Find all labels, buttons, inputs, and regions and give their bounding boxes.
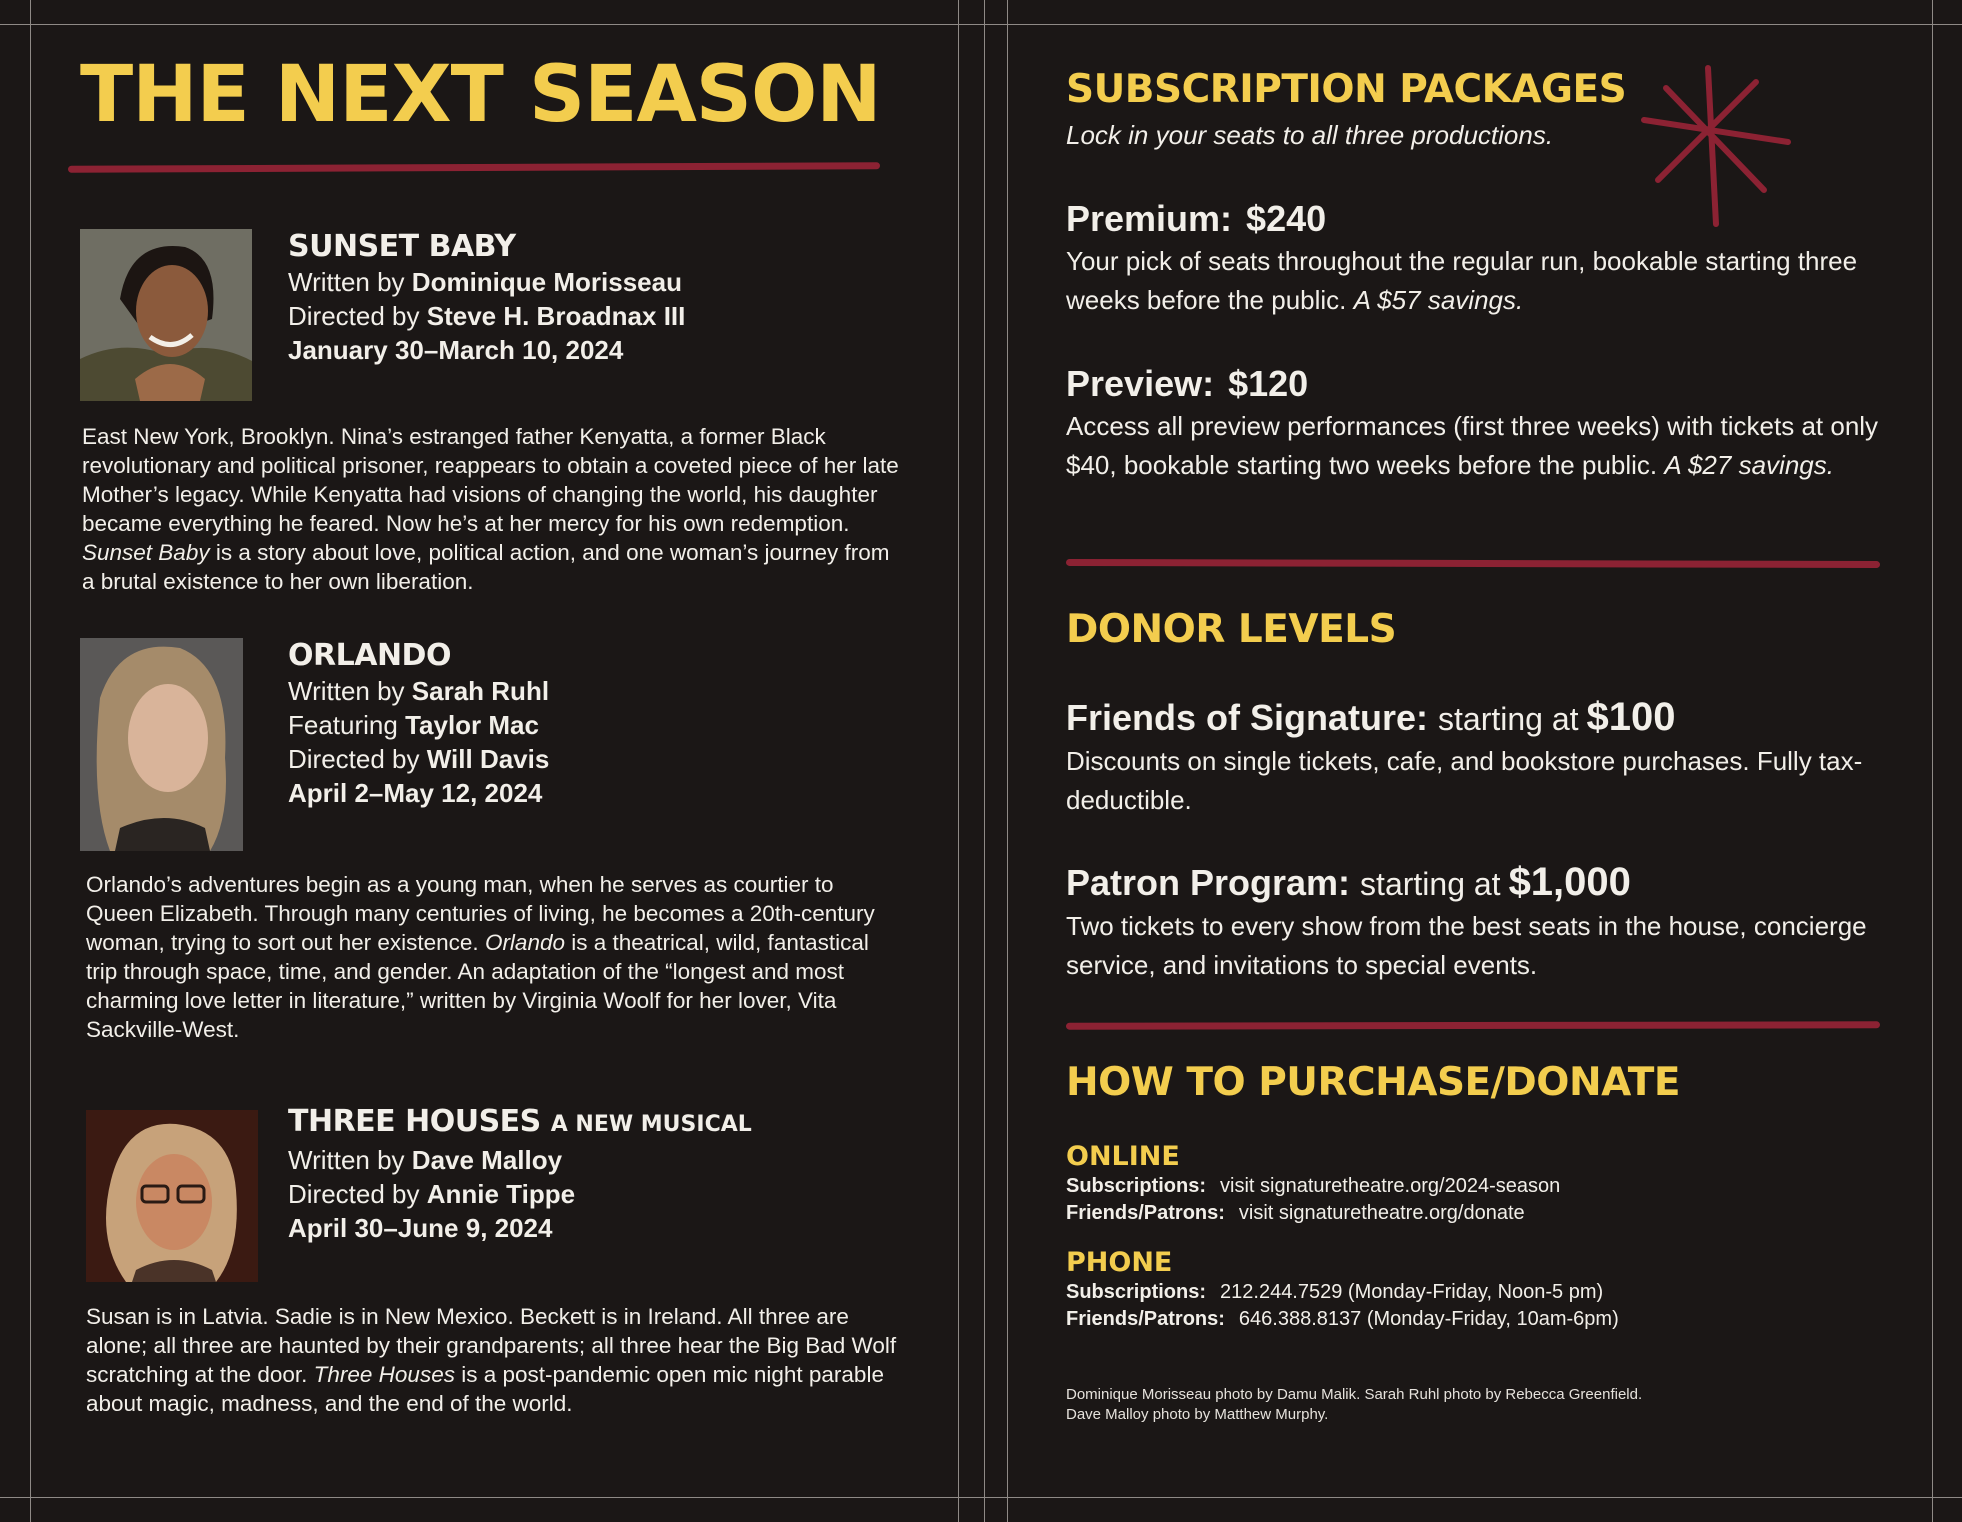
show-title: ORLANDO (288, 638, 451, 673)
show-credits (288, 638, 549, 810)
method-row: Friends/Patrons: visit signaturetheatre.org/donate (1066, 1202, 1525, 1224)
trim-line (984, 0, 985, 1522)
show-description: East New York, Brooklyn. Nina’s estranged father Kenyatta, a former Black revolutionary and political prisoner, reappears to obtain a coveted piece of her late Mother’s legacy. While Kenyatta had visions of changing the world, his daughter became everything he feared. Now he’s at her mercy for his own redemption. Sunset Baby is a story about love, political action, and one woman’s journey from a brutal existence to her own liberation. (82, 424, 899, 594)
purchase-title: HOW TO PURCHASE/DONATE (1066, 1060, 1680, 1105)
credit-writer: Written by Dave Malloy (288, 1145, 563, 1175)
package-description: Access all preview performances (first three weeks) with tickets at only $40, bookable starting two weeks before the public. A $27 savings. (1066, 411, 1879, 480)
donor-heading: Friends of Signature: starting at $100 (1066, 695, 1676, 739)
package-premium (1066, 196, 1886, 320)
credit-director: Directed by Will Davis (288, 744, 550, 774)
trim-line (1932, 0, 1933, 1522)
donor-level-patron (1066, 859, 1886, 985)
credit-writer: Written by Sarah Ruhl (288, 676, 550, 706)
donor-description: Discounts on single tickets, cafe, and bookstore purchases. Fully tax-deductible. (1066, 746, 1863, 815)
package-description: Your pick of seats throughout the regular run, bookable starting three weeks before the public. A $57 savings. (1066, 246, 1858, 315)
show-title: SUNSET BABY (288, 229, 516, 264)
photo-credits (1066, 1385, 1642, 1425)
headshot-photo (80, 638, 243, 851)
headshot-photo (86, 1110, 258, 1282)
method-online (1066, 1141, 1560, 1227)
method-row: Subscriptions: 212.244.7529 (Monday-Friday, Noon-5 pm) (1066, 1281, 1604, 1303)
headshot-photo (80, 229, 252, 401)
photo-credit-line: Dominique Morisseau photo by Damu Malik. Sarah Ruhl photo by Rebecca Greenfield. (1066, 1386, 1643, 1403)
donor-description: Two tickets to every show from the best seats in the house, concierge service, and invitations to special events. (1066, 911, 1867, 980)
show-subtitle: A NEW MUSICAL (550, 1112, 752, 1137)
credit-writer: Written by Dominique Morisseau (288, 267, 682, 297)
method-row: Friends/Patrons: 646.388.8137 (Monday-Friday, 10am-6pm) (1066, 1308, 1619, 1330)
package-heading: Preview: $120 (1066, 363, 1309, 404)
donors-title: DONOR LEVELS (1066, 607, 1397, 652)
trim-line (0, 1497, 1962, 1498)
method-phone (1066, 1247, 1619, 1333)
trim-line (958, 0, 959, 1522)
trim-line (0, 24, 1962, 25)
package-heading: Premium: $240 (1066, 198, 1327, 239)
show-dates: January 30–March 10, 2024 (288, 335, 624, 365)
show-dates: April 30–June 9, 2024 (288, 1213, 553, 1243)
photo-credit-line: Dave Malloy photo by Matthew Murphy. (1066, 1406, 1329, 1423)
trim-line (1007, 0, 1008, 1522)
credit-featuring: Featuring Taylor Mac (288, 710, 539, 740)
method-title: ONLINE (1066, 1141, 1180, 1172)
show-title: THREE HOUSES A NEW MUSICAL (288, 1104, 752, 1139)
credit-director: Directed by Steve H. Broadnax III (288, 301, 686, 331)
method-row: Subscriptions: visit signaturetheatre.org/2024-season (1066, 1175, 1561, 1197)
trim-line (30, 0, 31, 1522)
show-credits (288, 1104, 752, 1245)
show-description: Orlando’s adventures begin as a young man, when he serves as courtier to Queen Elizabeth. Through many centuries of living, he becomes a 20th-century woman, trying to sort out her existence. Orlando is a theatrical, wild, fantastical trip through space, time, and gender. An adaptation of the “longest and most charming love letter in literature,” written by Virginia Woolf for her lover, Vita Sackville-West. (86, 872, 875, 1042)
method-title: PHONE (1066, 1247, 1173, 1278)
page-title: THE NEXT SEASON (80, 50, 881, 140)
red-divider (1066, 559, 1880, 568)
show-credits (288, 229, 685, 367)
subscriptions-tagline: Lock in your seats to all three productions. (1066, 120, 1554, 150)
show-description: Susan is in Latvia. Sadie is in New Mexico. Beckett is in Ireland. All three are alone; all three are haunted by their grandparents; all three hear the Big Bad Wolf scratching at the door. Three Houses is a post-pandemic open mic night parable about magic, madness, and the end of the world. (86, 1304, 897, 1416)
package-preview (1066, 361, 1886, 485)
red-divider (1066, 1021, 1880, 1029)
credit-director: Directed by Annie Tippe (288, 1179, 576, 1209)
show-dates: April 2–May 12, 2024 (288, 778, 543, 808)
red-divider (68, 162, 880, 173)
subscriptions-title: SUBSCRIPTION PACKAGES (1066, 67, 1627, 112)
donor-level-friends (1066, 694, 1886, 820)
donor-heading: Patron Program: starting at $1,000 (1066, 860, 1631, 904)
